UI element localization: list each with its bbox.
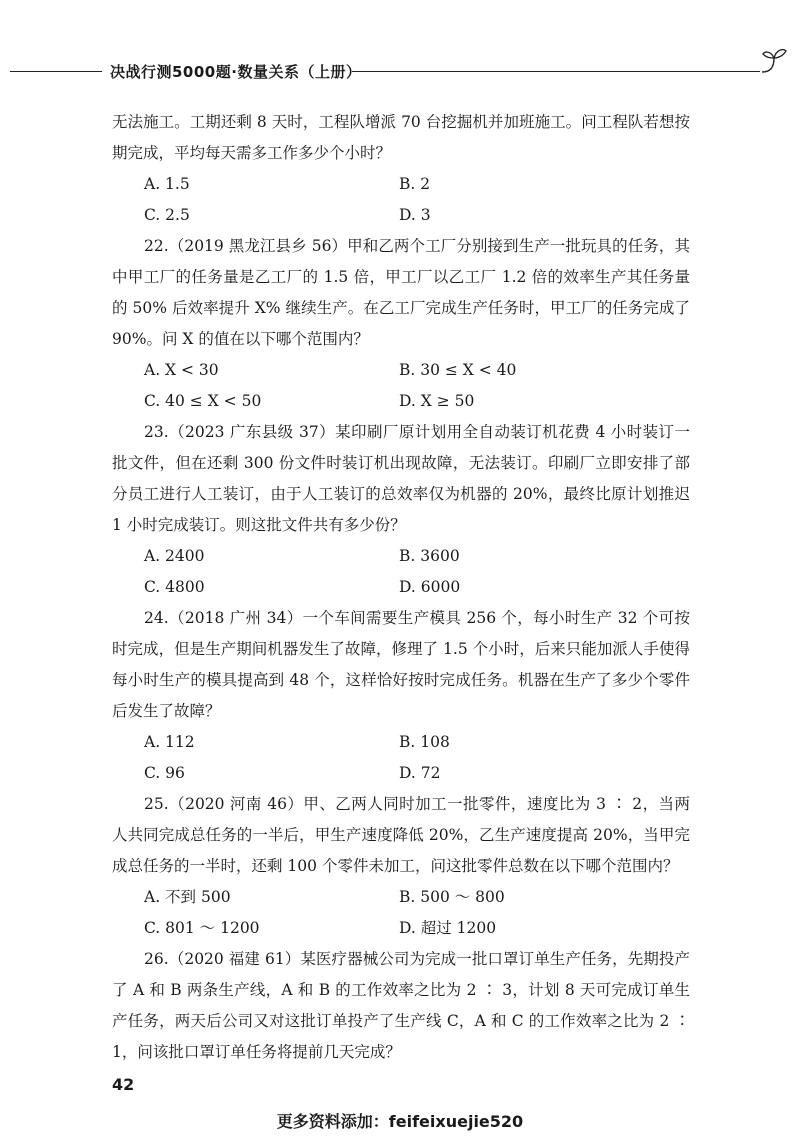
question-list <box>112 107 690 1068</box>
sprout-icon <box>758 46 788 74</box>
question-22: 22.（2019 黑龙江县乡 56）甲和乙两个工厂分别接到生产一批玩具的任务，其中甲工厂的任务量是乙工厂的 1.5 倍，甲工厂以乙工厂 1.2 倍的效率生产其任务量的 50% 后效率提升 X% 继续生产。在乙工厂完成生产任务时，甲工厂的任务完成了 90%。问 X 的值在以下哪个范围内？ <box>112 237 690 348</box>
option-d: D. X ≥ 50 <box>399 392 475 410</box>
question-23: 23.（2023 广东县级 37）某印刷厂原计划用全自动装订机花费 4 小时装订一批文件，但在还剩 300 份文件时装订机出现故障，无法装订。印刷厂立即安排了部分员工进行人工装订，由于人工装订的总效率仅为机器的 20%，最终比原计划推迟 1 小时完成装订。则这批文件共有多少份？ <box>112 423 690 534</box>
book-title: 决战行测5000题·数量关系（上册） <box>110 63 362 81</box>
page-number: 42 <box>112 1075 135 1094</box>
option-d: D. 6000 <box>399 578 461 596</box>
question-24-options <box>112 727 690 789</box>
option-b: B. 500 ～ 800 <box>399 888 505 906</box>
option-a: A. X < 30 <box>144 361 219 379</box>
footer-note: 更多资料添加：feifeixuejie520 <box>276 1112 524 1131</box>
intro-paragraph: 无法施工。工期还剩 8 天时，工程队增派 70 台挖掘机并加班施工。问工程队若想按期完成，平均每天需多工作多少个小时？ <box>112 113 690 162</box>
option-c: C. 4800 <box>144 578 205 596</box>
option-a: A. 2400 <box>144 547 205 565</box>
option-c: C. 40 ≤ X < 50 <box>144 392 262 410</box>
question-24: 24.（2018 广州 34）一个车间需要生产模具 256 个，每小时生产 32 个可按时完成，但是生产期间机器发生了故障，修理了 1.5 个小时，后来只能加派人手使得每小时生产的模具提高到 48 个，这样恰好按时完成任务。机器在生产了多少个零件后发生了故障？ <box>112 609 690 720</box>
option-a: A. 1.5 <box>144 175 190 193</box>
option-d: D. 72 <box>399 764 441 782</box>
option-d: D. 3 <box>399 206 431 224</box>
header-rule-right <box>352 71 760 72</box>
question-22-options <box>112 355 690 417</box>
question-25: 25.（2020 河南 46）甲、乙两人同时加工一批零件，速度比为 3 ∶ 2，当两人共同完成总任务的一半后，甲生产速度降低 20%，乙生产速度提高 20%，当甲完成总任务的一半时，还剩 100 个零件未加工，问这批零件总数在以下哪个范围内？ <box>112 795 690 875</box>
option-b: B. 3600 <box>399 547 460 565</box>
header-rule-left <box>10 71 102 72</box>
intro-options <box>112 169 690 231</box>
option-c: C. 2.5 <box>144 206 190 224</box>
option-b: B. 30 ≤ X < 40 <box>399 361 517 379</box>
question-26: 26.（2020 福建 61）某医疗器械公司为完成一批口罩订单生产任务，先期投产了 A 和 B 两条生产线，A 和 B 的工作效率之比为 2 ∶ 3，计划 8 天可完成订单生产任务，两天后公司又对这批订单投产了生产线 C，A 和 C 的工作效率之比为 2 ∶ 1，问该批口罩订单任务将提前几天完成？ <box>112 950 690 1061</box>
question-23-options <box>112 541 690 603</box>
option-d: D. 超过 1200 <box>399 919 497 937</box>
option-b: B. 2 <box>399 175 431 193</box>
option-c: C. 96 <box>144 764 185 782</box>
question-25-options <box>112 882 690 944</box>
option-c: C. 801 ～ 1200 <box>144 919 260 937</box>
option-a: A. 112 <box>144 733 195 751</box>
option-a: A. 不到 500 <box>144 888 231 906</box>
option-b: B. 108 <box>399 733 450 751</box>
running-header <box>10 58 788 86</box>
